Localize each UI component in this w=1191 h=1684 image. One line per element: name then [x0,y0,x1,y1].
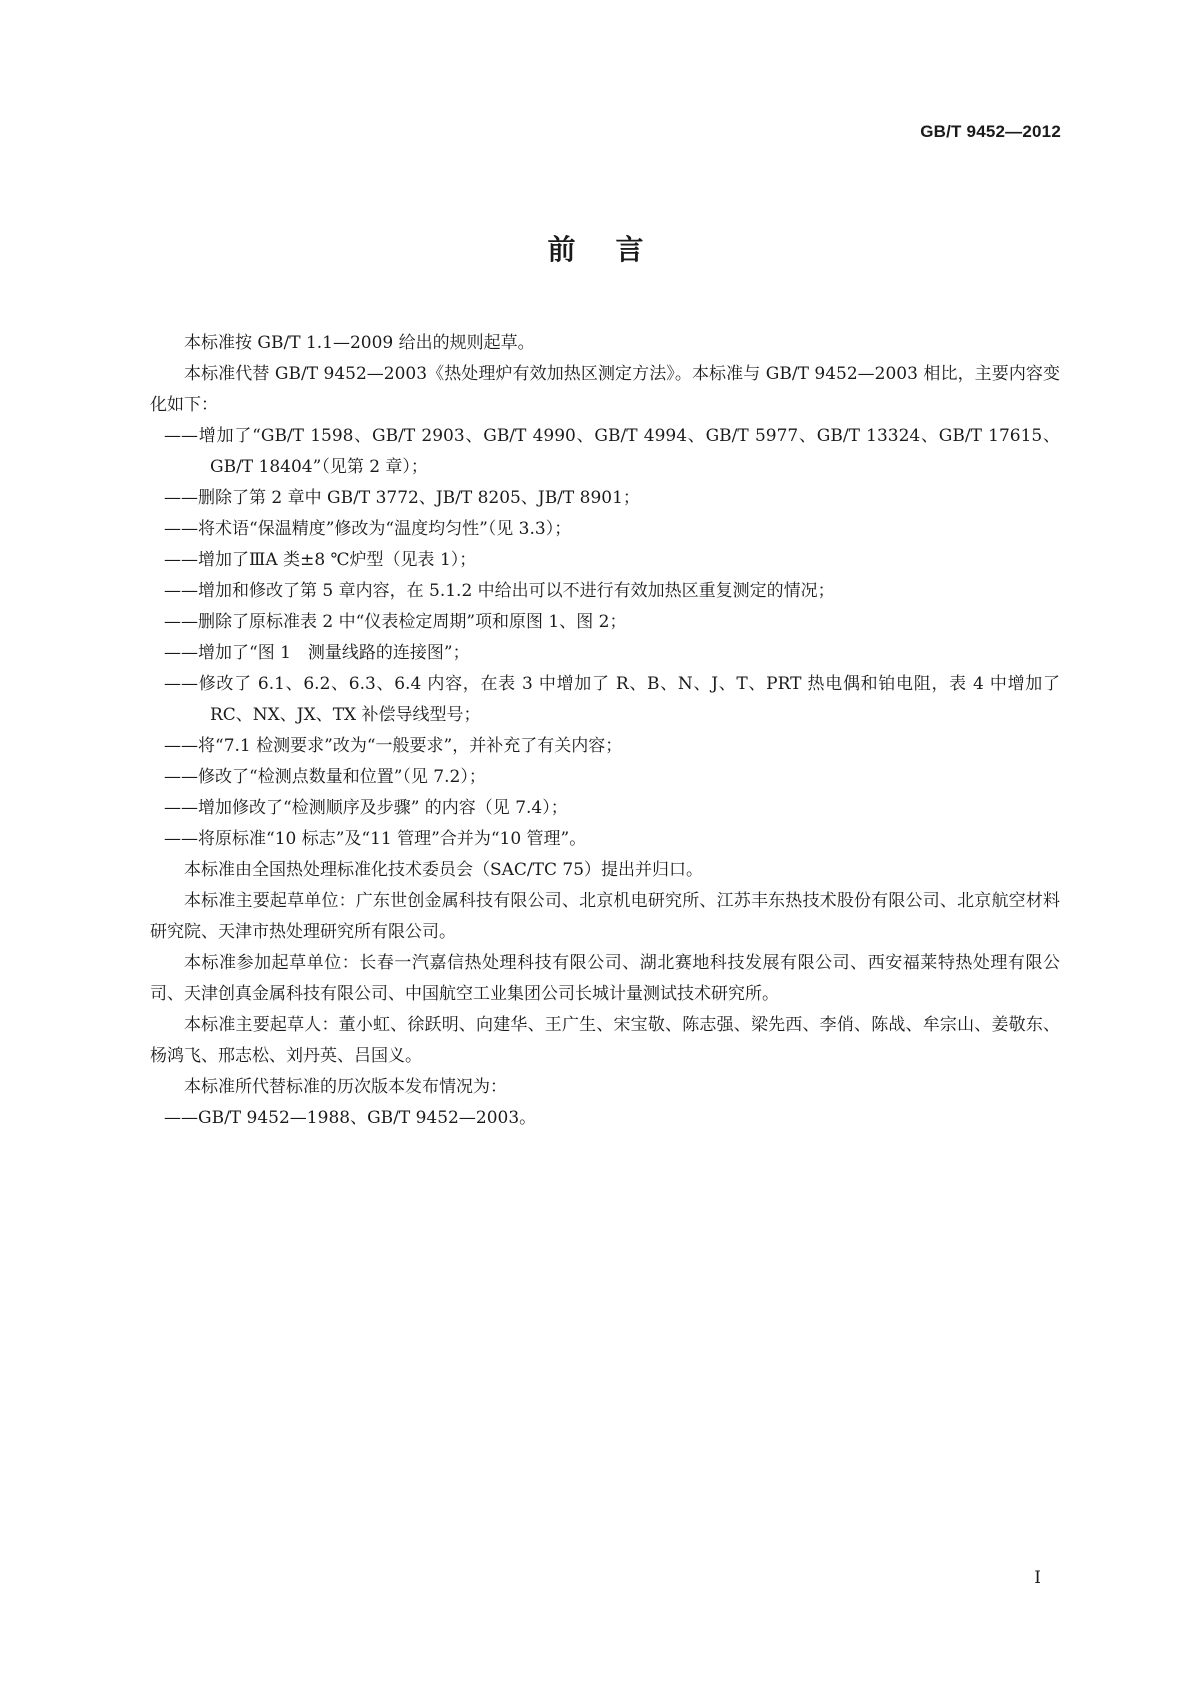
paragraph-participating-units: 本标准参加起草单位：长春一汽嘉信热处理科技有限公司、湖北赛地科技发展有限公司、西安福莱特热处理有限公司、天津创真金属科技有限公司、中国航空工业集团公司长城计量测试技术研究所。 [150,953,1060,1004]
change-item: ——修改了 6.1、6.2、6.3、6.4 内容，在表 3 中增加了 R、B、N、J、T、PRT 热电偶和铂电阻，表 4 中增加了 RC、NX、JX、TX 补偿导线型号； [164,674,1060,725]
paragraph-main-drafters: 本标准主要起草人：董小虹、徐跃明、向建华、王广生、宋宝敬、陈志强、梁先西、李俏、陈战、牟宗山、姜敬东、杨鸿飞、邢志松、刘丹英、吕国义。 [150,1015,1060,1066]
paragraph-drafting-rules: 本标准按 GB/T 1.1—2009 给出的规则起草。 [184,333,535,353]
change-item: ——增加了“GB/T 1598、GB/T 2903、GB/T 4990、GB/T 4994、GB/T 5977、GB/T 13324、GB/T 17615、GB/T 18404”（见第 2 章）； [164,426,1060,477]
change-item: ——将原标准“10 标志”及“11 管理”合并为“10 管理”。 [164,829,587,849]
foreword-body [150,328,1060,1134]
change-item: ——增加了“图 1 测量线路的连接图”； [164,643,470,663]
standard-number: GB/T 9452—2012 [920,122,1061,141]
paragraph-main-drafters-units: 本标准主要起草单位：广东世创金属科技有限公司、北京机电研究所、江苏丰东热技术股份有限公司、北京航空材料研究院、天津市热处理研究所有限公司。 [150,891,1060,942]
paragraph-replacement: 本标准代替 GB/T 9452—2003《热处理炉有效加热区测定方法》。本标准与 GB/T 9452—2003 相比，主要内容变化如下： [150,364,1060,415]
change-item: ——修改了“检测点数量和位置”（见 7.2）； [164,767,486,787]
change-item: ——将“7.1 检测要求”改为“一般要求”，并补充了有关内容； [164,736,623,756]
change-item: ——删除了原标准表 2 中“仪表检定周期”项和原图 1、图 2； [164,612,627,632]
change-item: ——增加和修改了第 5 章内容，在 5.1.2 中给出可以不进行有效加热区重复测定的情况； [164,581,835,601]
paragraph-version-history: 本标准所代替标准的历次版本发布情况为： [184,1077,507,1097]
paragraph-committee: 本标准由全国热处理标准化技术委员会（SAC/TC 75）提出并归口。 [184,860,704,880]
page-number: I [1034,1568,1041,1588]
change-item: ——将术语“保温精度”修改为“温度均匀性”（见 3.3）； [164,519,572,539]
history-item: ——GB/T 9452—1988、GB/T 9452—2003。 [164,1108,537,1128]
change-item: ——增加修改了“检测顺序及步骤” 的内容（见 7.4）； [164,798,568,818]
change-item: ——删除了第 2 章中 GB/T 3772、JB/T 8205、JB/T 8901； [164,488,640,508]
change-item: ——增加了ⅢA 类±8 ℃炉型（见表 1）； [164,550,477,570]
page-title: 前言 [547,233,684,266]
